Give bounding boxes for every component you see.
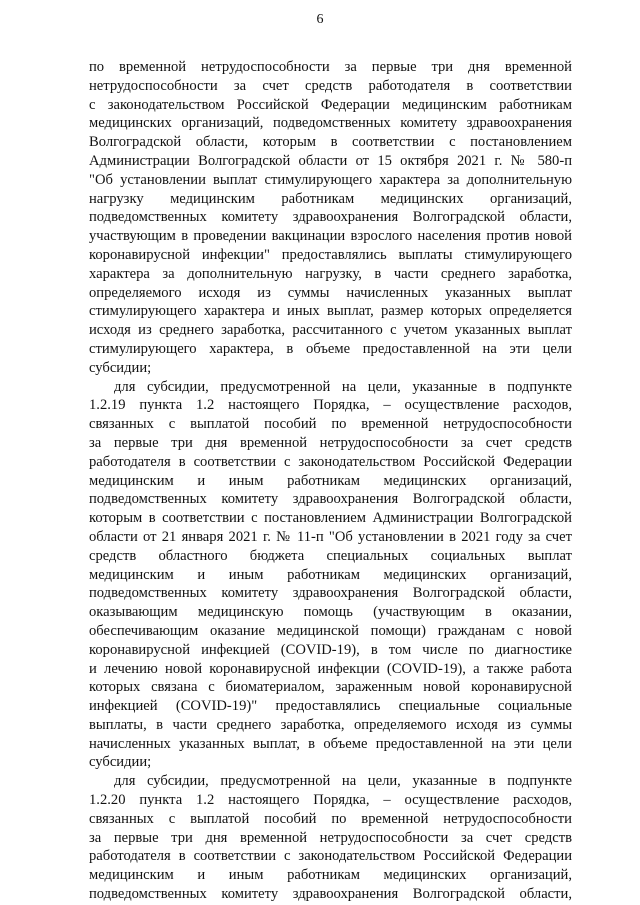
text-line: коронавирусной инфекции" предоставлялись выплаты стимулирующего <box>89 246 572 263</box>
text-line: связанных с выплатой пособий по временной нетрудоспособности <box>89 810 572 827</box>
paragraph <box>89 772 572 904</box>
paragraph <box>89 58 572 378</box>
text-line: 1.2.19 пункта 1.2 настоящего Порядка, – осуществление расходов, <box>89 397 572 414</box>
text-line: стимулирующего характера и иных выплат, размер которых определяется <box>89 303 572 320</box>
text-line: исходя из среднего заработка, рассчитанного с учетом указанных выплат <box>89 322 572 339</box>
text-line: начисленных указанных выплат, в объеме предоставленной на эти цели <box>89 735 572 752</box>
text-line: Волгоградской области, которым в соответствии с постановлением <box>89 134 572 151</box>
text-line: медицинским и иным работникам медицинских организаций, <box>89 867 572 884</box>
page-number: 6 <box>316 12 324 27</box>
text-line: участвующим в проведении вакцинации взрослого населения против новой <box>89 228 572 245</box>
text-line: по временной нетрудоспособности за первые три дня временной <box>89 59 572 75</box>
text-line: "Об установлении выплат стимулирующего характера за дополнительную <box>89 171 572 188</box>
text-line: для субсидии, предусмотренной на цели, указанные в подпункте <box>114 378 572 395</box>
text-line: медицинских организаций, подведомственных комитету здравоохранения <box>89 115 572 132</box>
text-line: средств областного бюджета специальных социальных выплат <box>89 547 572 564</box>
document-body <box>89 58 572 904</box>
text-line: выплаты, в части среднего заработка, определяемого исходя из суммы <box>89 716 572 733</box>
text-line: обеспечивающим оказание медицинской помощи) гражданам с новой <box>89 622 572 639</box>
text-line: оказывающим медицинскую помощь (участвующим в оказании, <box>89 604 572 621</box>
text-line: для субсидии, предусмотренной на цели, указанные в подпункте <box>114 773 572 790</box>
text-line: которых связана с биоматериалом, зараженным новой коронавирусной <box>89 679 572 696</box>
text-line: определяемого исходя из суммы начисленных указанных выплат <box>89 284 572 301</box>
text-line: нетрудоспособности за счет средств работодателя в соответствии <box>89 77 572 94</box>
text-line: подведомственных комитету здравоохранения Волгоградской области, <box>89 491 572 508</box>
text-line: субсидии; <box>89 754 152 771</box>
text-line: нагрузку медицинским работникам медицинских организаций, <box>89 190 572 207</box>
text-line: Администрации Волгоградской области от 15 октября 2021 г. № 580-п <box>89 152 572 169</box>
text-line: работодателя в соответствии с законодательством Российской Федерации <box>89 453 572 470</box>
text-line: инфекцией (COVID-19)" предоставлялись специальные социальные <box>89 698 572 715</box>
text-line: области от 21 января 2021 г. № 11-п "Об установлении в 2021 году за счет <box>89 528 572 545</box>
text-line: подведомственных комитету здравоохранения Волгоградской области, <box>89 209 572 226</box>
text-line: коронавирусной инфекцией (COVID-19), в том числе по диагностике <box>89 641 572 658</box>
text-line: подведомственных комитету здравоохранения Волгоградской области, <box>89 585 572 602</box>
text-line: с законодательством Российской Федерации медицинским работникам <box>89 96 572 113</box>
text-line: которым в соответствии с постановлением Администрации Волгоградской <box>89 510 572 527</box>
text-line: стимулирующего характера, в объеме предоставленной на эти цели <box>89 340 572 357</box>
text-line: характера за дополнительную нагрузку, в части среднего заработка, <box>89 265 572 282</box>
text-line: за первые три дня временной нетрудоспособности за счет средств <box>89 434 572 451</box>
text-line: связанных с выплатой пособий по временной нетрудоспособности <box>89 416 572 433</box>
text-line: субсидии; <box>89 359 152 376</box>
text-line: медицинским и иным работникам медицинских организаций, <box>89 566 572 583</box>
text-line: за первые три дня временной нетрудоспособности за счет средств <box>89 829 572 846</box>
text-line: 1.2.20 пункта 1.2 настоящего Порядка, – осуществление расходов, <box>89 792 572 809</box>
text-line: и лечению новой коронавирусной инфекции (COVID-19), а также работа <box>89 660 572 677</box>
text-line: подведомственных комитету здравоохранения Волгоградской области, <box>89 886 572 903</box>
paragraph <box>89 378 572 773</box>
text-line: медицинским и иным работникам медицинских организаций, <box>89 472 572 489</box>
text-line: работодателя в соответствии с законодательством Российской Федерации <box>89 848 572 865</box>
